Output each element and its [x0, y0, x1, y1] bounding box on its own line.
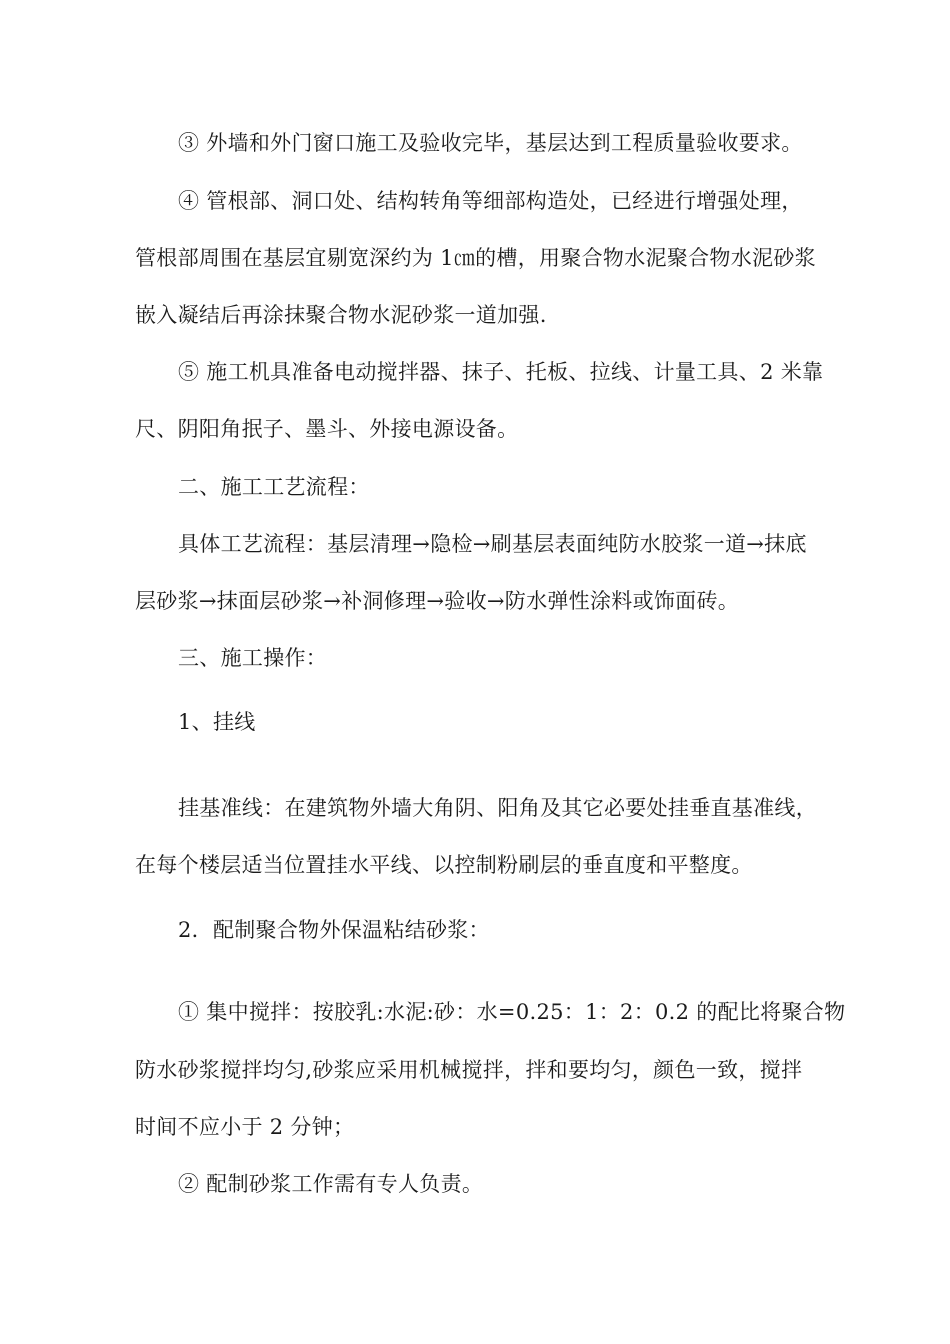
section-heading: 三、施工操作：: [178, 646, 328, 670]
paragraph-line: 层砂浆→抹面层砂浆→补洞修理→验收→防水弹性涂料或饰面砖。: [135, 589, 740, 613]
paragraph-line: ③ 外墙和外门窗口施工及验收完毕，基层达到工程质量验收要求。: [178, 131, 803, 155]
paragraph-line: 嵌入凝结后再涂抹聚合物水泥砂浆一道加强.: [135, 303, 547, 327]
paragraph-line: 尺、阴阳角抿子、墨斗、外接电源设备。: [135, 417, 519, 441]
subsection-heading: 2．配制聚合物外保温粘结砂浆：: [178, 918, 490, 942]
paragraph-line: 时间不应小于 2 分钟；: [135, 1115, 355, 1139]
paragraph-line: ⑤ 施工机具准备电动搅拌器、抹子、托板、拉线、计量工具、2 米靠: [178, 360, 824, 384]
subsection-heading: 1、挂线: [178, 710, 256, 734]
paragraph-line: 具体工艺流程：基层清理→隐检→刷基层表面纯防水胶浆一道→抹底: [178, 532, 807, 556]
paragraph-line: 在每个楼层适当位置挂水平线、以控制粉刷层的垂直度和平整度。: [135, 853, 753, 877]
paragraph-line: 挂基准线：在建筑物外墙大角阴、阳角及其它必要处挂垂直基准线，: [178, 796, 817, 820]
section-heading: 二、施工工艺流程：: [178, 475, 370, 499]
paragraph-line: ② 配制砂浆工作需有专人负责。: [178, 1172, 484, 1196]
paragraph-line: ④ 管根部、洞口处、结构转角等细部构造处，已经进行增强处理，: [178, 189, 803, 213]
paragraph-line: ① 集中搅拌：按胶乳:水泥:砂：水=0.25：1：2：0.2 的配比将聚合物: [178, 1000, 846, 1024]
paragraph-line: 防水砂浆搅拌均匀,砂浆应采用机械搅拌，拌和要均匀，颜色一致，搅拌: [135, 1058, 803, 1082]
paragraph-line: 管根部周围在基层宜剔宽深约为 1㎝的槽，用聚合物水泥聚合物水泥砂浆: [135, 246, 816, 270]
